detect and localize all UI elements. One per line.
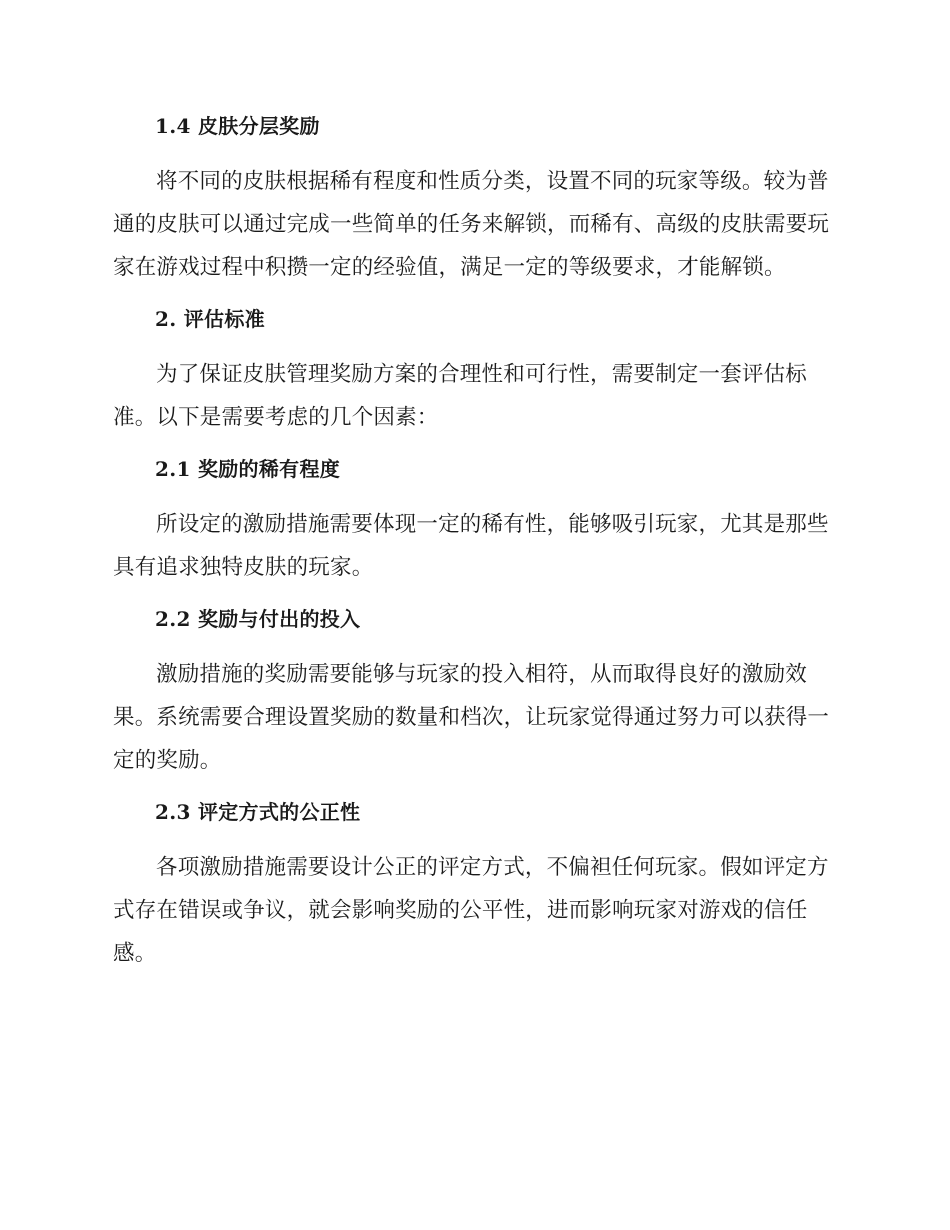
section-heading: 2.3 评定方式的公正性 (155, 800, 361, 824)
paragraph-line: 准。以下是需要考虑的几个因素： (113, 405, 439, 430)
paragraph-line: 通的皮肤可以通过完成一些简单的任务来解锁，而稀有、高级的皮肤需要玩 (113, 212, 830, 237)
paragraph-line: 为了保证皮肤管理奖励方案的合理性和可行性，需要制定一套评估标 (156, 362, 808, 387)
paragraph-line: 所设定的激励措施需要体现一定的稀有性，能够吸引玩家，尤其是那些 (156, 512, 829, 537)
paragraph-line: 式存在错误或争议，就会影响奖励的公平性，进而影响玩家对游戏的信任 (113, 898, 808, 923)
paragraph-line: 激励措施的奖励需要能够与玩家的投入相符，从而取得良好的激励效 (156, 662, 808, 687)
section-paragraph (113, 160, 833, 289)
paragraph-line: 感。 (113, 941, 157, 966)
section-heading: 2.1 奖励的稀有程度 (155, 457, 341, 481)
section-heading: 1.4 皮肤分层奖励 (155, 114, 320, 138)
section-paragraph (113, 846, 833, 975)
section-paragraph (113, 503, 833, 589)
paragraph-line: 将不同的皮肤根据稀有程度和性质分类，设置不同的玩家等级。较为普 (156, 169, 829, 194)
section-heading: 2. 评估标准 (155, 307, 265, 331)
document-page (113, 110, 833, 989)
paragraph-line: 各项激励措施需要设计公正的评定方式，不偏袒任何玩家。假如评定方 (156, 855, 829, 880)
paragraph-line: 具有追求独特皮肤的玩家。 (113, 555, 374, 580)
section-paragraph (113, 353, 833, 439)
paragraph-line: 定的奖励。 (113, 748, 222, 773)
paragraph-line: 果。系统需要合理设置奖励的数量和档次，让玩家觉得通过努力可以获得一 (113, 705, 830, 730)
section-paragraph (113, 653, 833, 782)
paragraph-line: 家在游戏过程中积攒一定的经验值，满足一定的等级要求，才能解锁。 (113, 255, 786, 280)
section-heading: 2.2 奖励与付出的投入 (155, 607, 361, 631)
